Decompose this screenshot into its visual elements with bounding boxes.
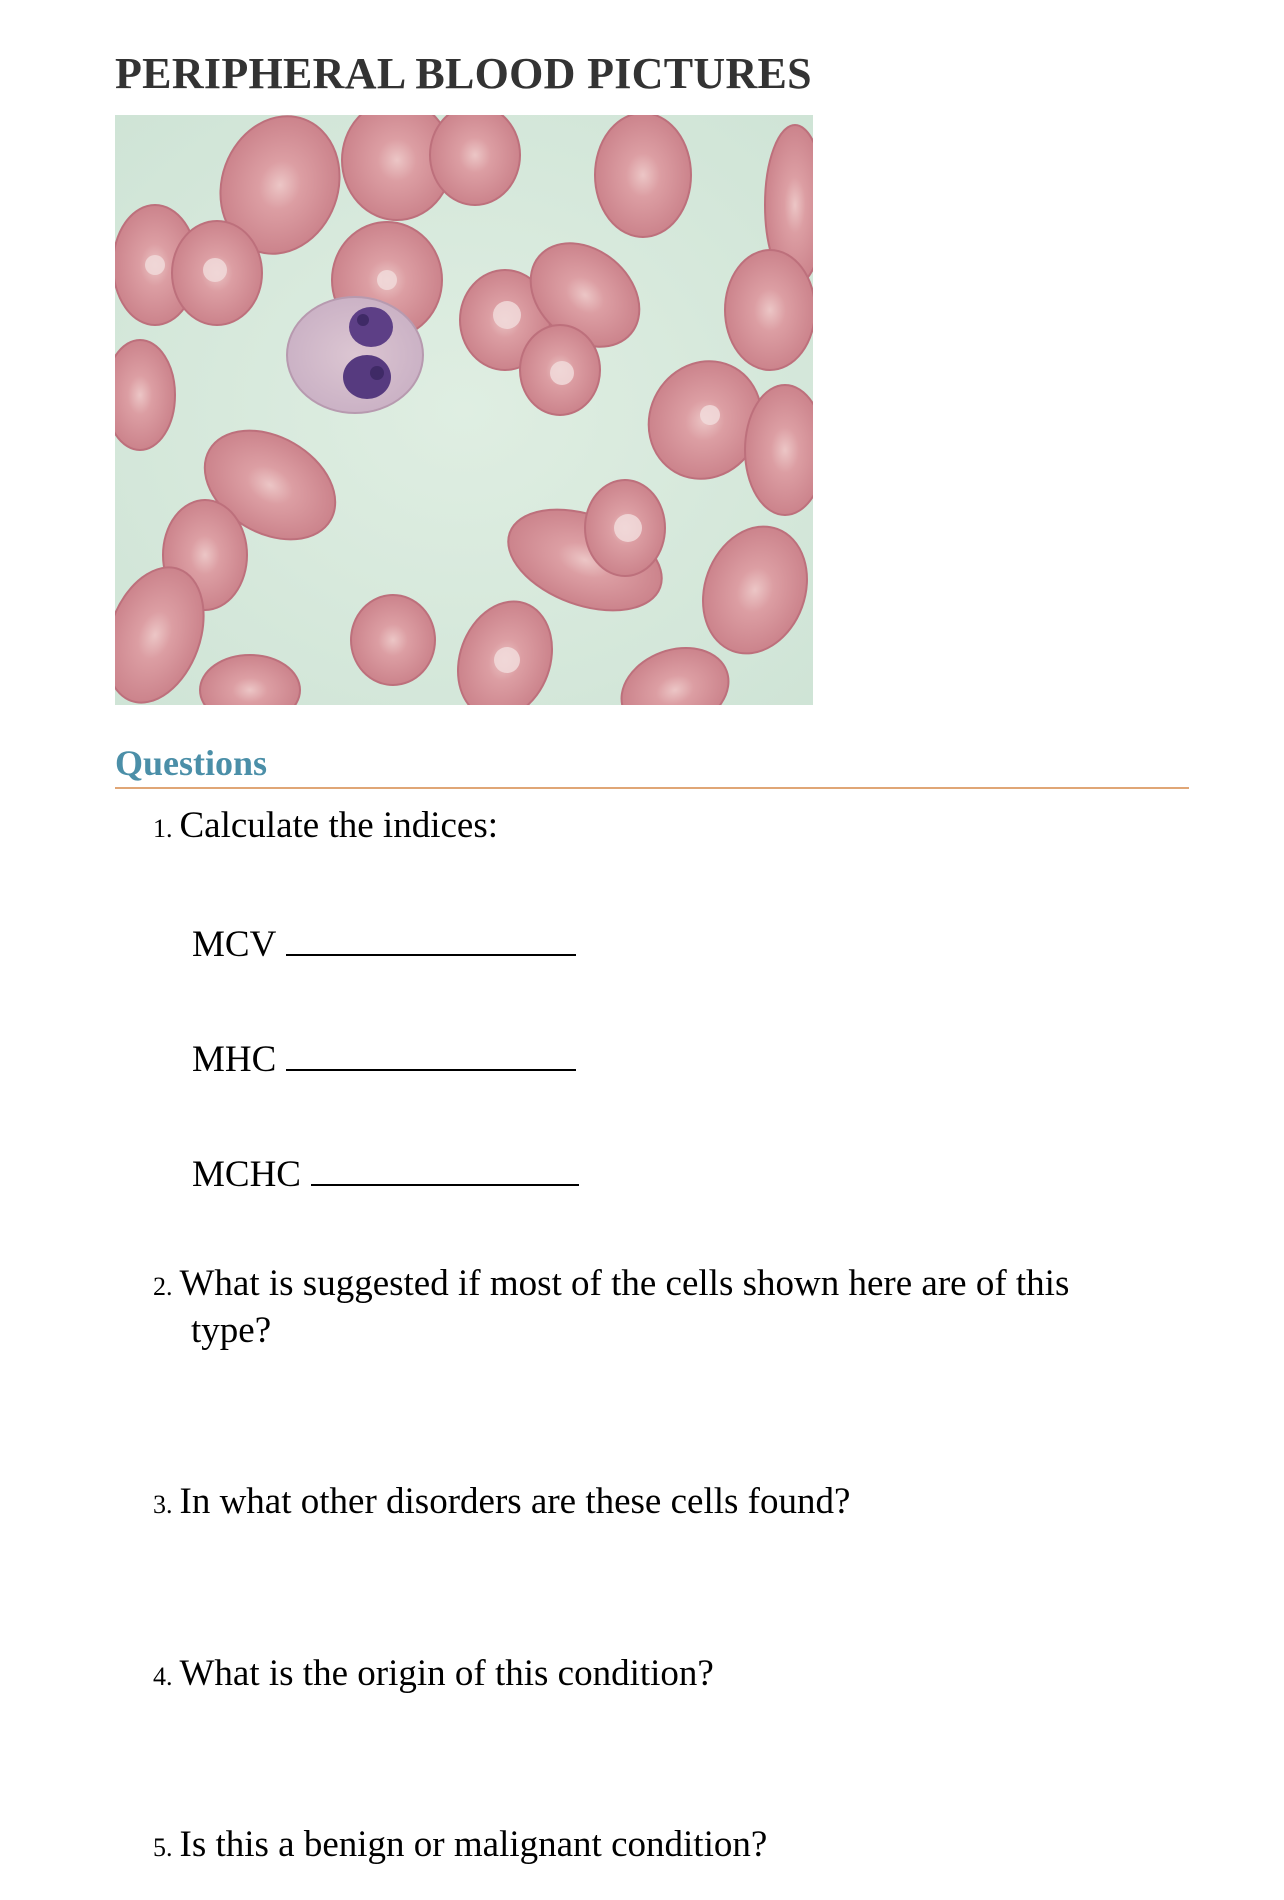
question-text-continued: type? (191, 1310, 272, 1351)
index-row-mhc (192, 1035, 576, 1082)
section-divider (115, 787, 1189, 789)
question-1 (153, 804, 498, 851)
page-title: PERIPHERAL BLOOD PICTURES (115, 49, 812, 98)
question-number: 2. (153, 1272, 173, 1301)
index-row-mchc (192, 1150, 579, 1197)
question-3 (153, 1480, 850, 1527)
question-number: 1. (153, 814, 173, 843)
question-5 (153, 1823, 767, 1870)
index-label: MCV (192, 924, 277, 965)
question-text: Calculate the indices: (179, 805, 498, 846)
question-text: What is the origin of this condition? (179, 1653, 714, 1694)
index-label: MHC (192, 1039, 277, 1080)
index-label: MCHC (192, 1154, 301, 1195)
question-text: What is suggested if most of the cells shown here are of this (179, 1263, 1070, 1304)
answer-blank[interactable] (311, 1150, 579, 1186)
section-heading-questions: Questions (115, 743, 268, 783)
question-text: In what other disorders are these cells found? (179, 1481, 851, 1522)
question-number: 4. (153, 1662, 173, 1691)
question-4 (153, 1652, 714, 1699)
answer-blank[interactable] (286, 920, 576, 956)
question-2 (153, 1262, 1069, 1353)
neutrophil (287, 297, 423, 413)
question-text: Is this a benign or malignant condition? (179, 1824, 768, 1865)
answer-blank[interactable] (286, 1035, 576, 1071)
index-row-mcv (192, 920, 576, 967)
question-number: 3. (153, 1490, 173, 1519)
blood-smear-micrograph-icon (115, 115, 813, 705)
question-number: 5. (153, 1833, 173, 1862)
